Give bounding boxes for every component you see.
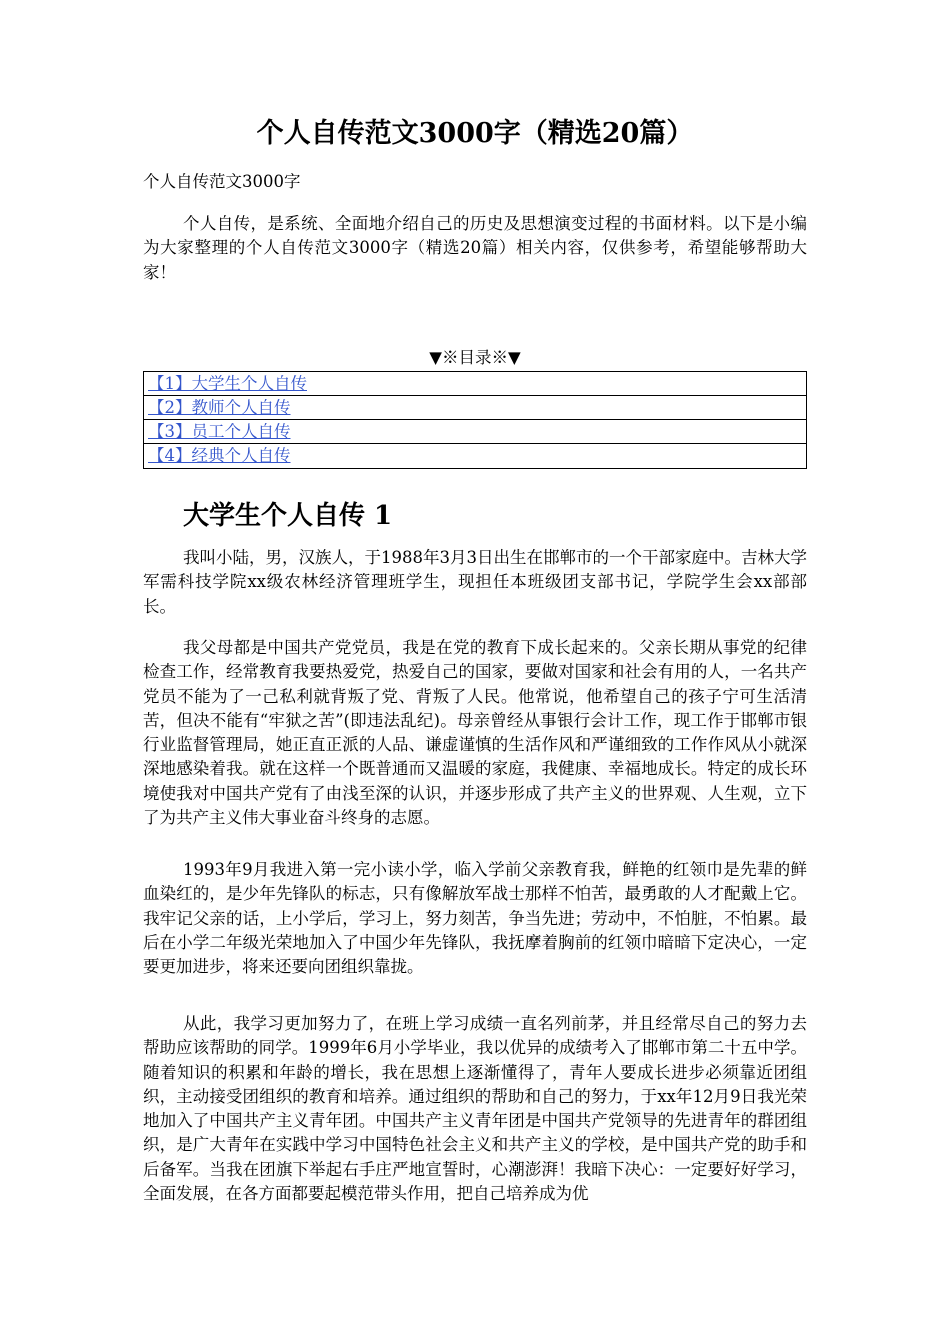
toc-row — [144, 420, 806, 444]
toc-heading: ▼※目录※▼ — [429, 348, 521, 367]
document-title: 个人自传范文3000字（精选20篇） — [256, 118, 694, 149]
toc-row — [144, 372, 806, 396]
intro-paragraph: 个人自传，是系统、全面地介绍自己的历史及思想演变过程的书面材料。以下是小编为大家整理的个人自传范文3000字（精选20篇）相关内容，仅供参考，希望能够帮助大家！ — [143, 214, 807, 282]
toc-link-1[interactable]: 【1】大学生个人自传 — [148, 374, 307, 393]
toc-link-2[interactable]: 【2】教师个人自传 — [148, 398, 291, 417]
document-subtitle: 个人自传范文3000字 — [143, 172, 301, 191]
section-title: 大学生个人自传 1 — [183, 501, 393, 531]
body-paragraph: 1993年9月我进入第一完小读小学，临入学前父亲教育我，鲜艳的红领巾是先辈的鲜血染红的，是少年先锋队的标志，只有像解放军战士那样不怕苦，最勇敢的人才配戴上它。我牢记父亲的话，上小学后，学习上，努力刻苦，争当先进；劳动中，不怕脏，不怕累。最后在小学二年级光荣地加入了中国少年先锋队，我抚摩着胸前的红领巾暗暗下定决心，一定要更加进步，将来还要向团组织靠拢。 — [143, 860, 807, 977]
toc-row — [144, 444, 806, 468]
body-paragraph: 从此，我学习更加努力了，在班上学习成绩一直名列前茅，并且经常尽自己的努力去帮助应该帮助的同学。1999年6月小学毕业，我以优异的成绩考入了邯郸市第二十五中学。随着知识的积累和年龄的增长，我在思想上逐渐懂得了，青年人要成长进步必须靠近团组织，主动接受团组织的教育和培养。通过组织的帮助和自己的努力，于xx年12月9日我光荣地加入了中国共产主义青年团。中国共产主义青年团是中国共产党领导的先进青年的群团组织，是广大青年在实践中学习中国特色社会主义和共产主义的学校，是中国共产党的助手和后备军。当我在团旗下举起右手庄严地宣誓时，心潮澎湃！我暗下决心：一定要好好学习，全面发展，在各方面都要起模范带头作用，把自己培养成为优 — [143, 1014, 807, 1204]
body-paragraph: 我父母都是中国共产党党员，我是在党的教育下成长起来的。父亲长期从事党的纪律检查工作，经常教育我要热爱党，热爱自己的国家，要做对国家和社会有用的人，一名共产党员不能为了一己私利就背叛了党、背叛了人民。他常说，他希望自己的孩子宁可生活清苦，但决不能有“牢狱之苦”(即违法乱纪)。母亲曾经从事银行会计工作，现工作于邯郸市银行业监督管理局，她正直正派的人品、谦虚谨慎的生活作风和严谨细致的工作作风从小就深深地感染着我。就在这样一个既普通而又温暖的家庭，我健康、幸福地成长。特定的成长环境使我对中国共产党有了由浅至深的认识，并逐步形成了共产主义的世界观、人生观，立下了为共产主义伟大事业奋斗终身的志愿。 — [143, 638, 807, 828]
toc-link-3[interactable]: 【3】员工个人自传 — [148, 422, 291, 441]
table-of-contents — [143, 371, 807, 469]
toc-link-4[interactable]: 【4】经典个人自传 — [148, 446, 291, 465]
body-paragraph: 我叫小陆，男，汉族人，于1988年3月3日出生在邯郸市的一个干部家庭中。吉林大学军需科技学院xx级农林经济管理班学生，现担任本班级团支部书记，学院学生会xx部部长。 — [143, 548, 807, 616]
toc-row — [144, 396, 806, 420]
